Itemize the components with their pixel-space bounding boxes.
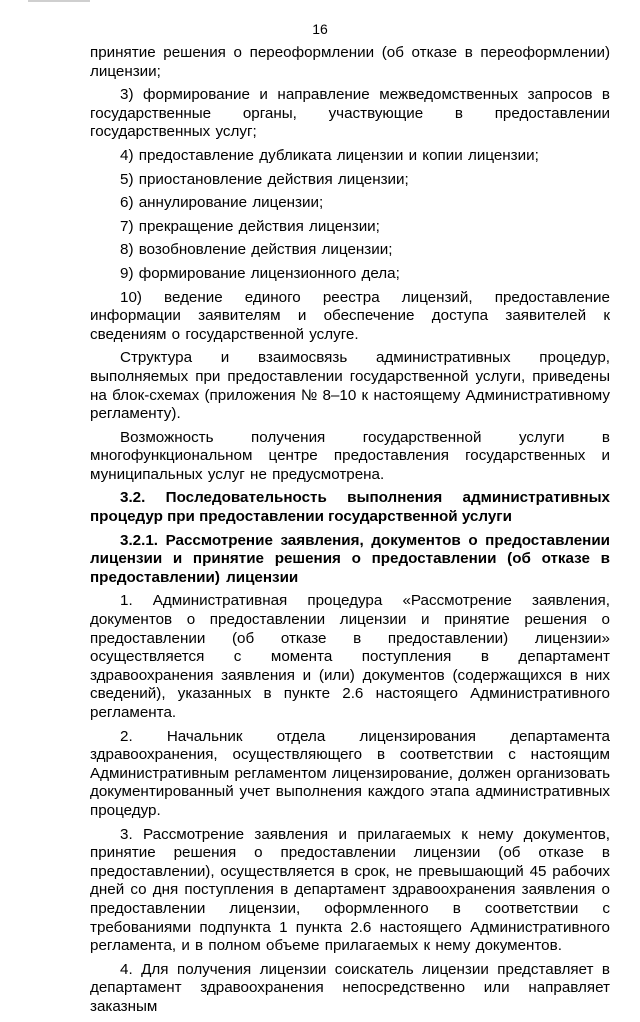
paragraph-mfc: Возможность получения государственной услуги в многофункциональном центре предоставления государственных и муниципальных услуг не предусмотрена.	[90, 428, 610, 483]
document-body	[90, 44, 610, 1022]
paragraph-continuation: принятие решения о переоформлении (об отказе в переоформлении) лицензии;	[90, 44, 610, 80]
scan-edge-mark	[28, 0, 90, 2]
list-item-6: 6) аннулирование лицензии;	[120, 194, 324, 212]
paragraph-item-3: 3. Рассмотрение заявления и прилагаемых к нему документов, принятие решения о предоставлении лицензии (об отказе в предоставлении), осуществляется в срок, не превышающий 45 рабочих дней со дня поступления в департамент здравоохранения заявления о предоставлении лицензии, оформленного в соответствии с требованиями подпункта 1 пункта 2.6 настоящего Административного регламента, и в полном объеме прилагаемых к нему документов.	[90, 825, 610, 955]
section-heading-3-2: 3.2. Последовательность выполнения административных процедур при предоставлении государственной услуги	[90, 489, 610, 526]
list-item-5: 5) приостановление действия лицензии;	[120, 170, 409, 188]
paragraph-item-1: 1. Административная процедура «Рассмотрение заявления, документов о предоставлении лицензии и принятие решения о предоставлении (об отказе в предоставлении) лицензии» осуществляется с момента поступления в департамент здравоохранения заявления и (или) документов (содержащихся в них сведений), указанных в пункте 2.6 настоящего Административного регламента.	[90, 592, 610, 721]
paragraph-item-2: 2. Начальник отдела лицензирования департамента здравоохранения, осуществляющего в соответствии с настоящим Административным регламентом лицензирование, должен организовать документированный учет выполнения каждого этапа административных процедур.	[90, 727, 610, 819]
subsection-heading-3-2-1: 3.2.1. Рассмотрение заявления, документов о предоставлении лицензии и принятие решения о предоставлении (об отказе в предоставлении) лицензии	[90, 531, 610, 586]
list-item-9: 9) формирование лицензионного дела;	[120, 264, 400, 282]
list-item-10: 10) ведение единого реестра лицензий, предоставление информации заявителям и обеспечение доступа заявителей к сведениям о государственной услуге.	[90, 288, 610, 343]
list-item-3: 3) формирование и направление межведомственных запросов в государственные органы, участвующие в предоставлении государственных услуг;	[90, 86, 610, 141]
paragraph-structure: Структура и взаимосвязь административных процедур, выполняемых при предоставлении государственной услуги, приведены на блок-схемах (приложения № 8–10 к настоящему Административному регламенту).	[90, 349, 610, 423]
list-item-7: 7) прекращение действия лицензии;	[120, 217, 380, 235]
list-item-8: 8) возобновление действия лицензии;	[120, 241, 393, 259]
paragraph-item-4: 4. Для получения лицензии соискатель лицензии представляет в департамент здравоохранения непосредственно или направляет заказным	[90, 960, 610, 1015]
page-number: 16	[312, 21, 328, 37]
list-item-4: 4) предоставление дубликата лицензии и копии лицензии;	[120, 146, 539, 164]
